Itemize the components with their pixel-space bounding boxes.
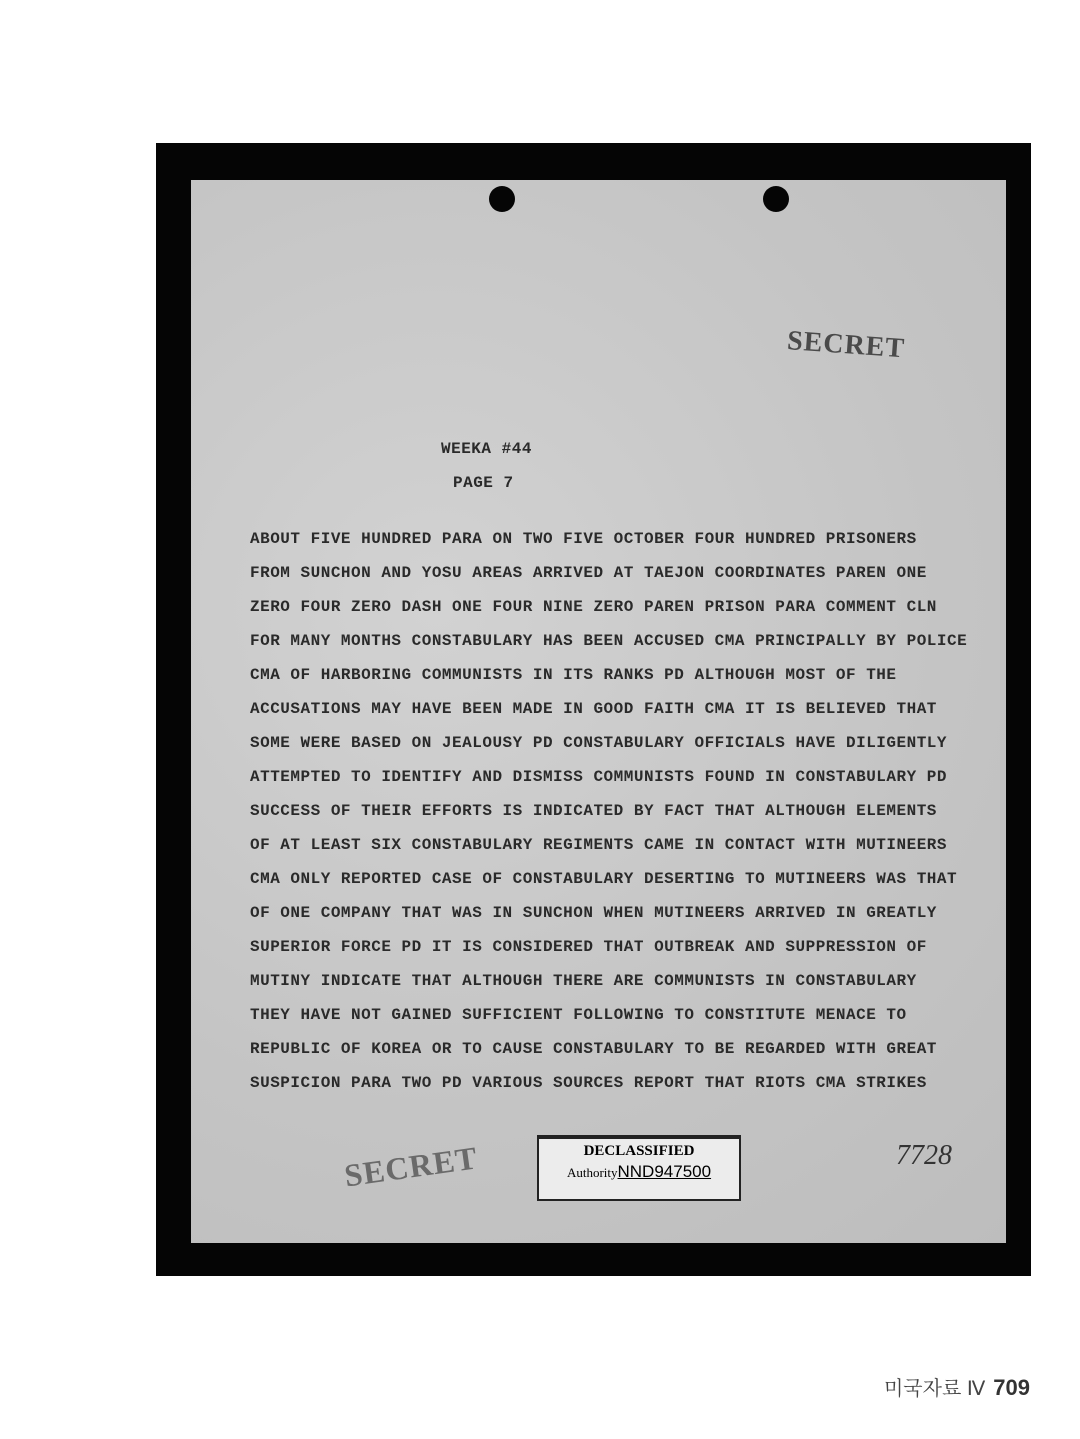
- report-id: WEEKA #44: [441, 440, 532, 458]
- text-line: THEY HAVE NOT GAINED SUFFICIENT FOLLOWING TO CONSTITUTE MENACE TO: [250, 1006, 907, 1024]
- text-line: OF AT LEAST SIX CONSTABULARY REGIMENTS CAME IN CONTACT WITH MUTINEERS: [250, 836, 948, 854]
- text-line: SUSPICION PARA TWO PD VARIOUS SOURCES REPORT THAT RIOTS CMA STRIKES: [250, 1074, 927, 1092]
- authority-number: NND947500: [617, 1162, 712, 1181]
- scan-frame: [156, 143, 1031, 1276]
- text-line: CMA ONLY REPORTED CASE OF CONSTABULARY DESERTING TO MUTINEERS WAS THAT: [250, 870, 958, 888]
- text-line: SUCCESS OF THEIR EFFORTS IS INDICATED BY FACT THAT ALTHOUGH ELEMENTS: [250, 802, 937, 820]
- punch-hole: [489, 186, 515, 212]
- page-number: 709: [993, 1375, 1030, 1400]
- text-line: OF ONE COMPANY THAT WAS IN SUNCHON WHEN MUTINEERS ARRIVED IN GREATLY: [250, 904, 937, 922]
- authority-label: Authority: [566, 1165, 618, 1180]
- text-line: ACCUSATIONS MAY HAVE BEEN MADE IN GOOD FAITH CMA IT IS BELIEVED THAT: [250, 700, 937, 718]
- text-line: SOME WERE BASED ON JEALOUSY PD CONSTABULARY OFFICIALS HAVE DILIGENTLY: [250, 734, 948, 752]
- declassified-title: DECLASSIFIED: [583, 1143, 695, 1159]
- text-line: ATTEMPTED TO IDENTIFY AND DISMISS COMMUNISTS FOUND IN CONSTABULARY PD: [250, 768, 948, 786]
- text-line: MUTINY INDICATE THAT ALTHOUGH THERE ARE COMMUNISTS IN CONSTABULARY: [250, 972, 917, 990]
- secret-stamp-top: SECRET: [786, 325, 907, 365]
- page-label: PAGE 7: [453, 474, 514, 492]
- text-line: REPUBLIC OF KOREA OR TO CAUSE CONSTABULARY TO BE REGARDED WITH GREAT: [250, 1040, 937, 1058]
- handwritten-number: 7728: [896, 1140, 952, 1171]
- text-line: ZERO FOUR ZERO DASH ONE FOUR NINE ZERO PAREN PRISON PARA COMMENT CLN: [250, 598, 937, 616]
- declassified-stamp: [537, 1135, 741, 1201]
- text-line: SUPERIOR FORCE PD IT IS CONSIDERED THAT OUTBREAK AND SUPPRESSION OF: [250, 938, 927, 956]
- document-page: [191, 180, 1006, 1243]
- text-line: FROM SUNCHON AND YOSU AREAS ARRIVED AT TAEJON COORDINATES PAREN ONE: [250, 564, 927, 582]
- book-title: 미국자료 Ⅳ: [883, 1378, 986, 1400]
- punch-hole: [763, 186, 789, 212]
- text-line: CMA OF HARBORING COMMUNISTS IN ITS RANKS PD ALTHOUGH MOST OF THE: [250, 666, 897, 684]
- text-line: FOR MANY MONTHS CONSTABULARY HAS BEEN ACCUSED CMA PRINCIPALLY BY POLICE: [250, 632, 968, 650]
- page-footer: [884, 1372, 1030, 1401]
- text-line: ABOUT FIVE HUNDRED PARA ON TWO FIVE OCTOBER FOUR HUNDRED PRISONERS: [250, 530, 917, 548]
- document-body: [250, 522, 980, 1100]
- secret-stamp-bottom: SECRET: [342, 1139, 480, 1194]
